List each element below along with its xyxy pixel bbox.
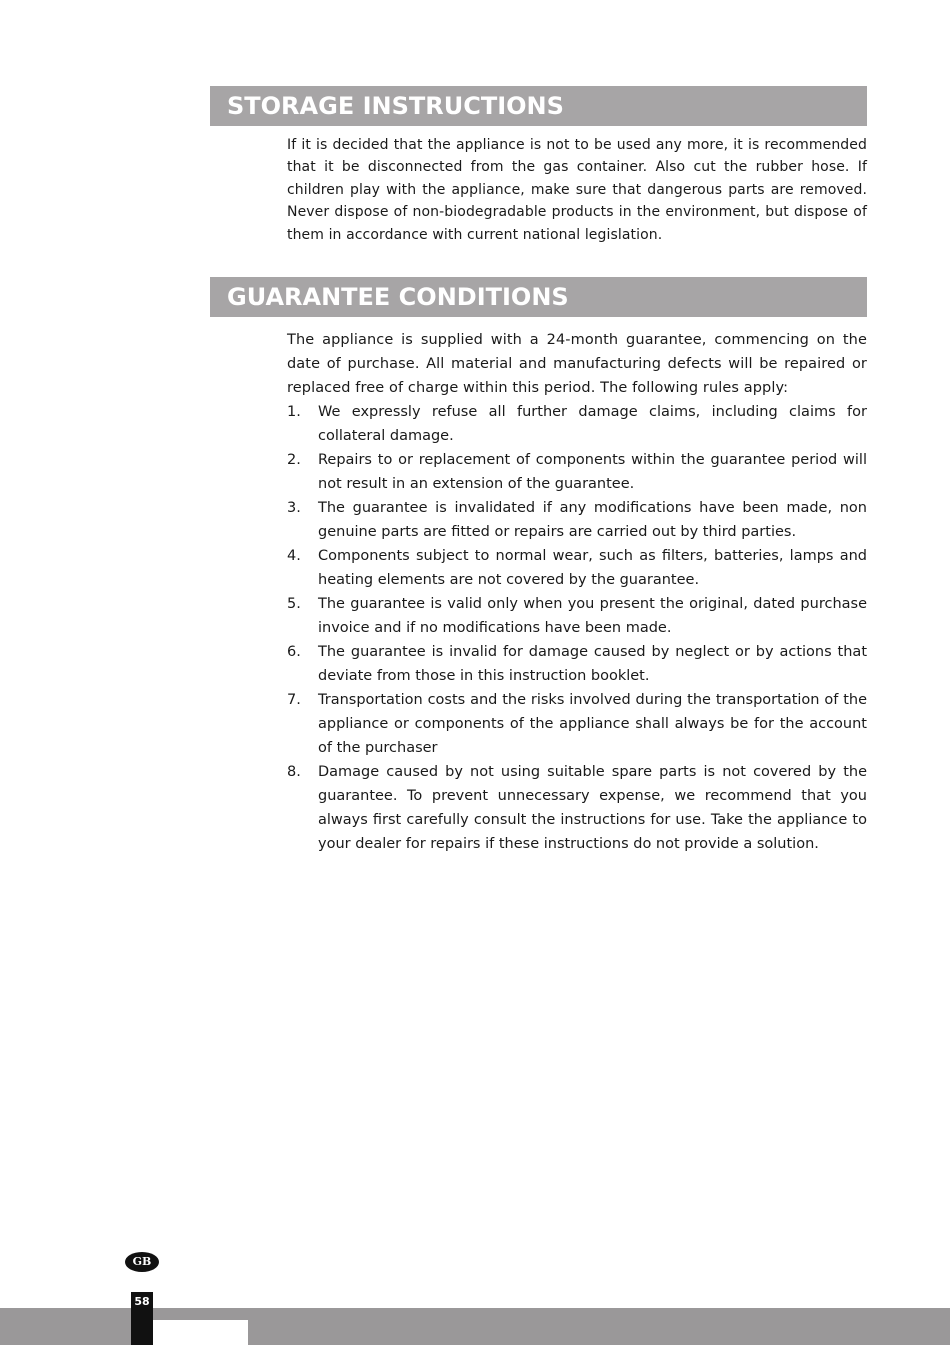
guarantee-conditions-heading: GUARANTEE CONDITIONS [210, 277, 867, 317]
list-item-number: 6. [287, 644, 301, 660]
list-item-text: Transportation costs and the risks involved during the transportation of the appliance or components of the appliance shall always be for the account of the purchaser [318, 692, 867, 756]
list-item [287, 688, 867, 760]
page-number: 58 [134, 1295, 150, 1308]
list-item [287, 448, 867, 496]
storage-instructions-heading: STORAGE INSTRUCTIONS [210, 86, 867, 126]
list-item-number: 3. [287, 500, 301, 516]
list-item-number: 4. [287, 548, 301, 564]
list-item-text: The guarantee is valid only when you present the original, dated purchase invoice and if no modifications have been made. [318, 596, 867, 636]
list-item-text: Repairs to or replacement of components within the guarantee period will not result in an extension of the guarantee. [318, 452, 867, 492]
list-item [287, 592, 867, 640]
list-item-text: We expressly refuse all further damage claims, including claims for collateral damage. [318, 404, 867, 444]
language-badge: GB [125, 1252, 159, 1272]
guarantee-intro-text: The appliance is supplied with a 24-month guarantee, commencing on the date of purchase. All material and manufacturing defects will be repaired or replaced free of charge within this period. The following rules apply: [287, 332, 867, 396]
list-item [287, 760, 867, 856]
list-item [287, 400, 867, 448]
list-item-number: 8. [287, 764, 301, 780]
list-item [287, 544, 867, 592]
storage-instructions-text: If it is decided that the appliance is not to be used any more, it is recommended that it be disconnected from the gas container. Also cut the rubber hose. If children play with the appliance, make sure that dangerous parts are removed. Never dispose of non-biodegradable products in the environment, but dispose of them in accordance with current national legislation. [287, 137, 867, 243]
list-item-number: 7. [287, 692, 301, 708]
list-item-text: The guarantee is invalidated if any modifications have been made, non genuine parts are fitted or repairs are carried out by third parties. [318, 500, 867, 540]
list-item-text: Damage caused by not using suitable spare parts is not covered by the guarantee. To prevent unnecessary expense, we recommend that you always first carefully consult the instructions for use. Take the appliance to your dealer for repairs if these instructions do not provide a solution. [318, 764, 867, 852]
list-item-number: 1. [287, 404, 301, 420]
list-item-text: The guarantee is invalid for damage caused by neglect or by actions that deviate from those in this instruction booklet. [318, 644, 867, 684]
list-item-text: Components subject to normal wear, such as filters, batteries, lamps and heating elements are not covered by the guarantee. [318, 548, 867, 588]
guarantee-rules-list [287, 400, 867, 856]
list-item-number: 5. [287, 596, 301, 612]
list-item [287, 496, 867, 544]
list-item-number: 2. [287, 452, 301, 468]
list-item [287, 640, 867, 688]
footer-white-block [153, 1320, 248, 1345]
